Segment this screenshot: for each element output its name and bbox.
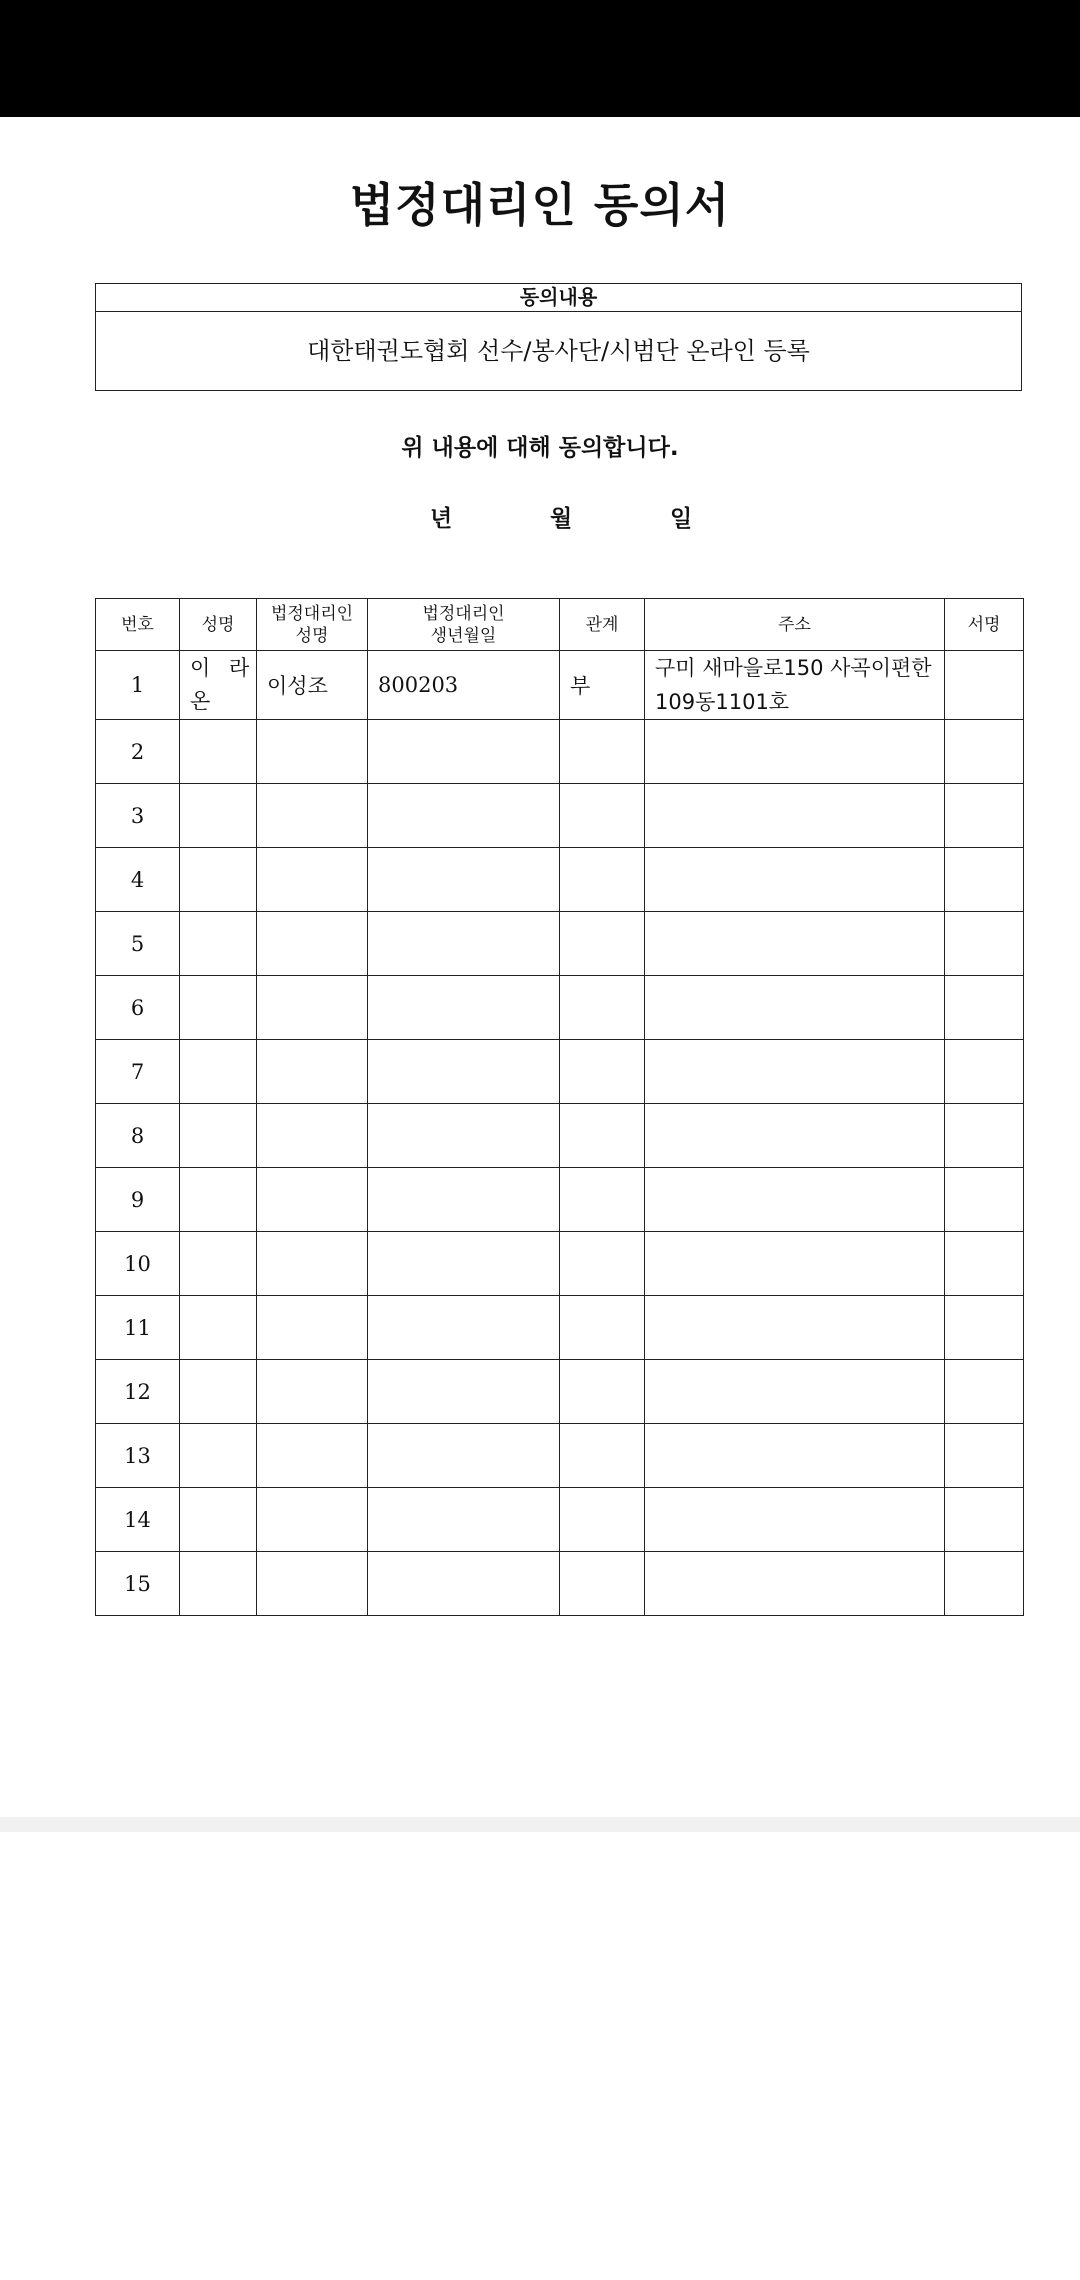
row-guardian-birth: [368, 720, 560, 784]
row-address: [645, 1040, 945, 1104]
row-relation: [560, 1104, 645, 1168]
table-row: [96, 1040, 1024, 1104]
row-relation: [560, 912, 645, 976]
agreement-text: 위 내용에 대해 동의합니다.: [401, 435, 679, 461]
row-name: [180, 1040, 257, 1104]
top-black-bar: [0, 0, 1080, 117]
page-bottom-divider: [0, 1817, 1080, 1832]
table-row: [96, 651, 1024, 720]
document-page: [0, 117, 1080, 1817]
header-guardian-name: [257, 599, 368, 651]
row-guardian-birth: [368, 1360, 560, 1424]
header-guardian-name-line1: 법정대리인: [270, 603, 354, 624]
header-signature: 서명: [945, 599, 1024, 651]
row-signature: [945, 1168, 1024, 1232]
row-guardian-birth: [368, 1488, 560, 1552]
row-address: [645, 912, 945, 976]
row-relation: [560, 1488, 645, 1552]
header-number: 번호: [96, 599, 180, 651]
row-name: [180, 976, 257, 1040]
row-number: 8: [96, 1104, 180, 1168]
row-relation: [560, 1360, 645, 1424]
row-relation: [560, 1296, 645, 1360]
row-guardian-birth: [368, 912, 560, 976]
row-relation: [560, 976, 645, 1040]
row-guardian-name: [257, 1232, 368, 1296]
date-month-label: 월: [550, 506, 573, 532]
row-guardian-name: [257, 1552, 368, 1616]
row-number: 7: [96, 1040, 180, 1104]
row-relation: [560, 1232, 645, 1296]
row-guardian-birth: [368, 848, 560, 912]
table-row: [96, 1360, 1024, 1424]
row-signature: [945, 976, 1024, 1040]
row-signature: [945, 1104, 1024, 1168]
row-name: [180, 1360, 257, 1424]
row-signature: [945, 784, 1024, 848]
row-relation: [560, 1424, 645, 1488]
document-title: 법정대리인 동의서: [349, 178, 731, 232]
date-day-label: 일: [670, 506, 693, 532]
row-guardian-birth: [368, 1168, 560, 1232]
row-address: [645, 1232, 945, 1296]
row-number: 12: [96, 1360, 180, 1424]
row-name: [180, 720, 257, 784]
header-name: 성명: [180, 599, 257, 651]
row-guardian-birth: [368, 1232, 560, 1296]
row-signature: [945, 1424, 1024, 1488]
table-row: [96, 1424, 1024, 1488]
row-number: 2: [96, 720, 180, 784]
row-address: [645, 720, 945, 784]
row-name: [180, 1424, 257, 1488]
row-guardian-birth: [368, 1104, 560, 1168]
row-address: [645, 976, 945, 1040]
header-guardian-birth-line2: 생년월일: [430, 625, 497, 646]
row-address: [645, 1488, 945, 1552]
row-guardian-name: [257, 720, 368, 784]
row-number: 9: [96, 1168, 180, 1232]
header-relation: 관계: [560, 599, 645, 651]
row-guardian-birth: [368, 1424, 560, 1488]
table-row: [96, 1488, 1024, 1552]
row-name: [180, 1104, 257, 1168]
row-signature: [945, 720, 1024, 784]
row-signature: [945, 1488, 1024, 1552]
table-row: [96, 1296, 1024, 1360]
row-address: [645, 784, 945, 848]
row-guardian-name: [257, 976, 368, 1040]
table-row: [96, 1552, 1024, 1616]
row-guardian-name: [257, 912, 368, 976]
row-relation: [560, 720, 645, 784]
row-relation: [560, 1168, 645, 1232]
row-signature: [945, 1552, 1024, 1616]
header-guardian-name-line2: 성명: [295, 625, 329, 646]
row-address: [645, 848, 945, 912]
row-address: [645, 1424, 945, 1488]
row-guardian-name: [257, 1488, 368, 1552]
row-name: [180, 784, 257, 848]
row-guardian-birth: [368, 1552, 560, 1616]
header-guardian-birth-line1: 법정대리인: [422, 603, 505, 624]
row-signature: [945, 912, 1024, 976]
table-row: [96, 912, 1024, 976]
signer-table: [95, 598, 1024, 1616]
row-relation: [560, 848, 645, 912]
row-guardian-name: [257, 1040, 368, 1104]
row-relation: [560, 1040, 645, 1104]
row-number: 10: [96, 1232, 180, 1296]
row-guardian-birth: [368, 1040, 560, 1104]
table-header-row: [96, 599, 1024, 651]
row-signature: [945, 1360, 1024, 1424]
row-name: 이 라 온: [180, 651, 257, 720]
table-row: [96, 848, 1024, 912]
row-number: 5: [96, 912, 180, 976]
row-guardian-name: [257, 1424, 368, 1488]
row-number: 11: [96, 1296, 180, 1360]
row-number: 6: [96, 976, 180, 1040]
row-signature: [945, 651, 1024, 720]
row-address: [645, 1360, 945, 1424]
row-address: [645, 1552, 945, 1616]
row-number: 3: [96, 784, 180, 848]
row-number: 1: [96, 651, 180, 720]
consent-header: 동의내용: [96, 284, 1021, 312]
row-number: 4: [96, 848, 180, 912]
consent-box: [95, 283, 1022, 391]
row-guardian-birth: [368, 1296, 560, 1360]
row-guardian-name: [257, 848, 368, 912]
table-row: [96, 1168, 1024, 1232]
row-signature: [945, 1296, 1024, 1360]
row-name: [180, 848, 257, 912]
row-name: [180, 1296, 257, 1360]
row-name: [180, 1488, 257, 1552]
row-signature: [945, 1232, 1024, 1296]
row-address: [645, 1104, 945, 1168]
row-address: 구미 새마을로150 사곡이편한 109동1101호: [645, 651, 945, 720]
row-guardian-name: [257, 1104, 368, 1168]
row-guardian-birth: [368, 976, 560, 1040]
row-relation: [560, 784, 645, 848]
row-name: [180, 1552, 257, 1616]
row-guardian-name: [257, 1360, 368, 1424]
row-guardian-name: [257, 1168, 368, 1232]
row-address: [645, 1296, 945, 1360]
table-row: [96, 1104, 1024, 1168]
row-address: [645, 1168, 945, 1232]
row-guardian-birth: 800203: [368, 651, 560, 720]
row-name: [180, 1168, 257, 1232]
row-guardian-name: [257, 784, 368, 848]
row-number: 14: [96, 1488, 180, 1552]
table-row: [96, 976, 1024, 1040]
row-number: 15: [96, 1552, 180, 1616]
row-number: 13: [96, 1424, 180, 1488]
row-relation: [560, 1552, 645, 1616]
date-year-label: 년: [430, 506, 453, 532]
row-signature: [945, 848, 1024, 912]
row-signature: [945, 1040, 1024, 1104]
row-guardian-birth: [368, 784, 560, 848]
table-row: [96, 720, 1024, 784]
row-name: [180, 912, 257, 976]
row-relation: 부: [560, 651, 645, 720]
row-name: [180, 1232, 257, 1296]
table-row: [96, 784, 1024, 848]
row-guardian-name: [257, 1296, 368, 1360]
header-guardian-birth: [368, 599, 560, 651]
header-address: 주소: [645, 599, 945, 651]
row-guardian-name: 이성조: [257, 651, 368, 720]
table-row: [96, 1232, 1024, 1296]
consent-content: 대한태권도협회 선수/봉사단/시범단 온라인 등록: [307, 337, 810, 365]
